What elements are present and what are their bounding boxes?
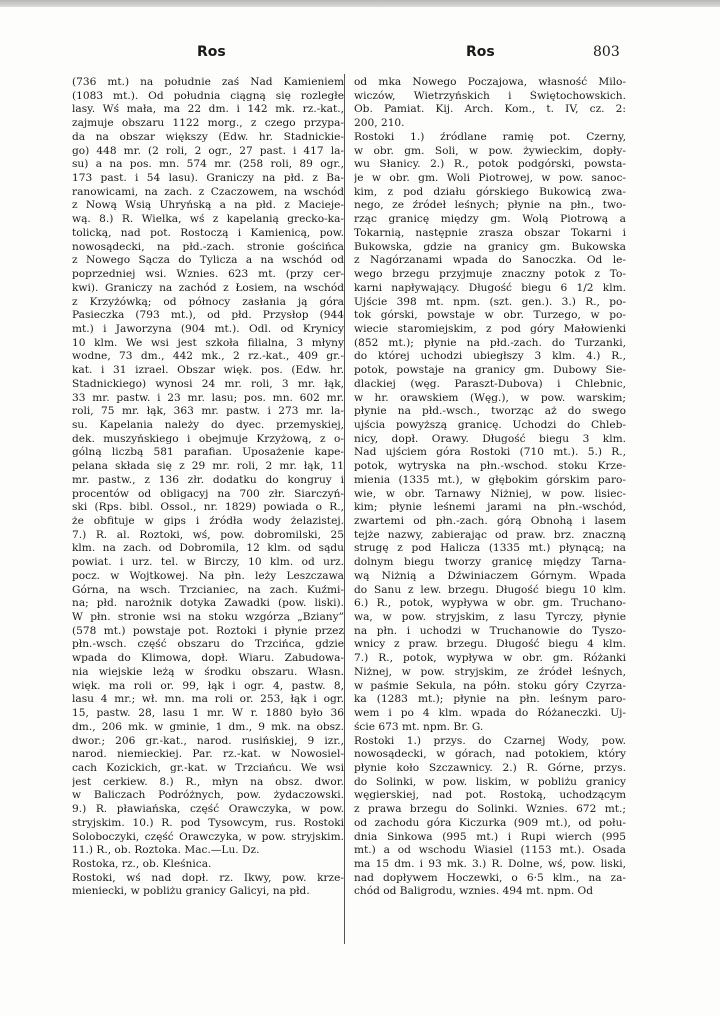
text-line: w obr. gm. Soli, w pow. żywieckim, dopły- [354,144,626,157]
text-line: zajmuje obszaru 1122 morg., z czego przypa- [72,117,344,130]
text-line: 200, 210. [354,117,405,130]
text-line: kwi). Graniczy na zachód z Łosiem, na wschód [72,281,344,294]
text-line: su. Kapelania należy do dyec. przemyskiej, [72,418,344,431]
text-line: Ob. Pamiat. Kij. Arch. Kom., t. IV, cz. 2: [354,103,626,116]
text-line: ście 673 mt. npm. Br. G. [354,720,484,733]
text-line: wpada do Klimowa, dopł. Wiaru. Zabudowa- [72,652,344,665]
page-number: 803 [593,44,620,60]
text-line: W płn. stronie wsi na stoku wzgórza „Bziany” [72,611,344,624]
text-line: karni napływający. Długość biegu 6 1/2 klm. [354,281,626,294]
text-line: ujścia powyższą granicę. Uchodzi do Chleb- [354,418,626,431]
text-line: Bukowska, gdzie na granicy gm. Bukowska [354,240,626,253]
text-line: ski (Rps. bibl. Ossol., nr. 1829) powiada o R., [72,501,344,514]
text-line: 11.) R., ob. Roztoka. Mac.—Lu. Dz. [72,844,260,857]
text-line: tolicką, nad pot. Rostoczą i Kamienicą, pow. [72,226,344,239]
text-line: dwor.; 206 gr.-kat., narod. rusińskiej, 9 izr., [72,734,344,747]
text-line: płn.-wsch. część obszaru do Trzcińca, gdzie [72,638,344,651]
text-line: mt.) a od wschodu Wiasiel (1153 mt.). Osada [354,844,626,857]
text-line: wego brzegu przyjmuje znaczny potok z To- [354,268,626,281]
text-line: kim, z pod działu górskiego Bukowicą zwa- [354,185,626,198]
text-line: (736 mt.) na południe zaś Nad Kamieniem [72,76,344,88]
text-line: ma 15 dm. i 93 mk. 3.) R. Dolne, wś, pow. liski, [354,857,626,870]
text-line: lasu 4 mr.; wł. mn. ma roli or. 253, łąk i ogr. [72,693,344,706]
text-line: wodne, 73 dm., 442 mk., 2 rz.-kat., 409 gr.- [72,350,344,363]
text-line: ka (1283 mt.); płynie na płn. leśnym paro- [354,693,626,706]
text-line: od zachodu góra Kiczurka (909 mt.), od połu- [354,816,626,829]
text-line: dm., 206 mk. w gminie, 1 dm., 9 mk. na obsz. [72,720,344,733]
text-line: Rostoki 1.) źródlane ramię pot. Czerny, [354,130,626,143]
text-line: strugę z pod Halicza (1335 mt.) płynącą; na [354,542,626,555]
text-line: mieniecki, w pobliżu granicy Galicyi, na płd. [72,885,310,898]
text-line: na; płd. narożnik dotyka Zawadki (pow. liski). [72,597,344,610]
text-line: od mka Nowego Poczajowa, własność Milo- [354,76,626,88]
text-line: Stadnickiego) wynosi 24 mr. roli, 3 mr. łąk, [72,377,344,390]
header-left-title: Ros [197,44,226,60]
text-line: dolnym biegu tworzy granicę między Tarna- [354,556,626,569]
text-line: do Solinki, w pow. liskim, w pobliżu granicy [354,775,626,788]
text-line: (1083 mt.). Od południa ciągną się rozległe [72,89,344,102]
text-line: (578 mt.) powstaje pot. Roztoki i płynie przez [72,624,344,637]
text-line: w Baliczach Podróżnych, pow. żydaczowski. [72,789,344,802]
text-line: nego, ze źródeł leśnych; płynie na płn., two- [354,199,626,212]
text-line: da na obszar większy (Edw. hr. Stadnickie- [72,130,344,143]
text-line: Ujście 398 mt. npm. (szt. gen.). 3.) R., po- [354,295,626,308]
text-line: 15, pastw. 28, lasu 1 mr. W r. 1880 było 36 [72,707,344,720]
text-line: więk. ma roli or. 99, łąk i ogr. 4, pastw. 8, [72,679,344,692]
text-line: potok, wytryska na płn.-wschod. stoku Krze- [354,460,626,473]
text-line: roli, 75 mr. łąk, 363 mr. pastw. i 273 mr. la- [72,405,344,418]
text-line: 33 mr. pastw. i 23 mr. lasu; pos. mn. 602 mr. [72,391,344,404]
text-line: dek. muszyńskiego i obejmuje Krzyżową, z o- [72,432,344,445]
text-line: narod. niemieckiej. Par. rz.-kat. w Nowosiel- [72,748,344,761]
text-line: chód od Baligrodu, wznies. 494 mt. npm. Od [354,885,594,898]
text-line: z Krzyżówką; od północy zasłania ją góra [72,295,344,308]
text-line: Górna, na wsch. Trzcianiec, na zach. Kuźmi- [72,583,344,596]
text-line: lasy. Wś mała, ma 22 dm. i 142 mk. rz.-kat., [72,103,344,116]
text-line: wa, w pow. stryjskim, z lasu Tyrczy, płynie [354,611,626,624]
text-line: klm. na zach. od Dobromila, 12 klm. od sądu [72,542,344,555]
text-line: tejże nazwy, zabierając od praw. brz. znaczną [354,528,626,541]
text-line: z prawa brzegu do Solinki. Wznies. 672 mt.; [354,803,626,816]
text-line: rząc granicę między gm. Wolą Piotrową a [354,213,626,226]
text-line: poprzedniej wsi. Wznies. 623 mt. (przy cer- [72,268,344,281]
text-line: z Nową Wsią Uhryńską a na płd. z Macieje- [72,199,344,212]
text-line: kat. i 31 izrael. Obszar więk. pos. (Edw. hr. [72,364,344,377]
text-line: nad dopływem Hoczewki, o 6·5 klm., na za- [354,871,626,884]
text-line: go) 448 mr. (2 roli, 2 ogr., 27 past. i 417 la- [72,144,344,157]
text-line: do której uchodzi ubiegłszy 3 klm. 4.) R., [354,350,626,363]
text-line: 173 past. i 54 lasu). Graniczy na płd. z Ba- [72,172,344,185]
left-column [72,76,344,899]
text-line: 7.) R. al. Roztoki, wś, pow. dobromilski, 25 [72,528,344,541]
text-line: pocz. w Wojtkowej. Na płn. leży Leszczawa [72,569,344,582]
text-line: jest cerkiew. 8.) R., młyn na obsz. dwor. [72,775,344,788]
text-line: 7.) R., potok, wypływa w obr. gm. Różanki [354,652,626,665]
text-line: płynie na płd.-wsch., tworząc aż do swego [354,405,626,418]
text-line: do Sanu z lew. brzegu. Długość biegu 10 klm. [354,583,626,596]
page-header [0,44,720,64]
text-line: cach Kozickich, gr.-kat. w Trzciańcu. We wsi [72,761,344,774]
text-line: wiczów, Wietrzyńskich i Świętochowskich. [354,89,626,102]
text-line: powiat. i urz. tel. w Birczy, 10 klm. od urz. [72,556,344,569]
text-line: mr. pastw., z 136 złr. dodatku do kongruy i [72,473,344,486]
text-line: wie, w obr. Tarnawy Niżniej, w pow. lisiec- [354,487,626,500]
text-line: 10 klm. We wsi jest szkoła filialna, 3 młyny [72,336,344,349]
text-line: Pasieczka (793 mt.), od płd. Przysłop (944 [72,309,344,322]
text-line: w hr. orawskiem (Węg.), w pow. warskim; [354,391,626,404]
text-line: zwartemi od płn.-zach. górą Obnohą i lasem [354,515,626,527]
text-line: z Nowego Sącza do Tylicza a na wschód od [72,254,344,267]
text-line: na płn. i uchodzi w Truchanowie do Tyszo- [354,624,626,637]
text-line: z Nagórzanami wpada do Sanoczka. Od le- [354,254,626,267]
text-line: Rostoki, wś nad dopł. rz. Ikwy, pow. krze- [72,871,344,884]
text-line: Rostoki 1.) przys. do Czarnej Wody, pow. [354,734,626,747]
text-line: nicy, dopł. Orawy. Długość biegu 3 klm. [354,432,626,445]
text-line: w paśmie Sekula, na półn. stoku góry Czyrza- [354,679,626,692]
column-divider [344,74,345,944]
text-line: dnia Sinkowa (995 mt.) i Rupi wierch (995 [354,830,626,843]
text-line: że obfituje w gips i źródła wody żelazistej. [72,515,344,527]
text-line: Nad ujściem góra Rostoki (710 mt.). 5.) R., [354,446,626,459]
text-line: je w obr. gm. Woli Piotrowej, w pow. sanoc- [354,172,626,185]
text-line: dlackiej (węg. Paraszt-Dubova) i Chlebnic, [354,377,626,390]
header-right-title: Ros [466,44,495,60]
text-line: mienia (1335 mt.), w głębokim górskim paro- [354,473,626,486]
text-line: procentów od obligacyj na 700 złr. Siarczyń- [72,487,344,500]
text-line: wą. 8.) R. Wielka, wś z kapelanią grecko-ka- [72,213,344,226]
text-line: wiecie staromiejskim, z pod góry Małowienki [354,322,626,335]
text-line: mt.) i Jaworzyna (904 mt.). Odl. od Krynicy [72,322,344,335]
text-line: węgierskiej, nad pot. Rostoką, uchodzącym [354,789,626,802]
text-line: nowosądecki, na płd.-zach. stronie gościńca [72,240,344,253]
text-line: wą Niżnią a Dźwiniaczem Górnym. Wpada [354,569,626,582]
text-line: (852 mt.); płynie na płd.-zach. do Turzanki, [354,336,626,349]
text-line: potok, powstaje na granicy gm. Dubowy Sie- [354,364,626,377]
text-line: Tokarnią, następnie zrasza obszar Tokarni i [354,226,626,239]
text-line: wem i po 4 klm. wpada do Różaneczki. Uj- [354,707,626,720]
text-line: wu Słanicy. 2.) R., potok podgórski, powsta- [354,158,626,171]
text-line: kim; płynie leśnemi jarami na płn.-wschód, [354,501,626,514]
text-line: tok górski, powstaje w obr. Turzego, w po- [354,309,626,322]
text-line: nia wiejskie leżą w środku obszaru. Własn. [72,665,344,678]
text-line: pelana składa się z 29 mr. roli, 2 mr. łąk, 11 [72,460,344,473]
right-column [354,76,626,899]
text-line: gólną liczbą 581 parafian. Uposażenie kape- [72,446,344,459]
text-line: 9.) R. pławiańska, część Orawczyka, w pow. [72,803,344,816]
text-line: wnicy z praw. brzegu. Długość biegu 4 klm. [354,638,626,651]
text-line: 6.) R., potok, wypływa w obr. gm. Truchano- [354,597,626,610]
scan-top-edge [0,0,720,7]
text-line: su) a na pos. mn. 574 mr. (258 roli, 89 ogr., [72,158,344,171]
text-line: Soloboczyki, część Orawczyka, w pow. stryjskim. [72,830,344,843]
text-line: Niżnej, w pow. stryjskim, ze źródeł leśnych, [354,665,626,678]
text-line: płynie koło Szczawnicy. 2.) R. Górne, przys. [354,761,626,774]
text-line: Rostoka, rz., ob. Kleśnica. [72,857,212,870]
text-line: stryjskim. 10.) R. pod Tysowcym, rus. Rostoki [72,816,344,829]
text-line: nowosądecki, w górach, nad potokiem, który [354,748,626,761]
text-line: ranowicami, na zach. z Czaczowem, na wschód [72,185,344,198]
